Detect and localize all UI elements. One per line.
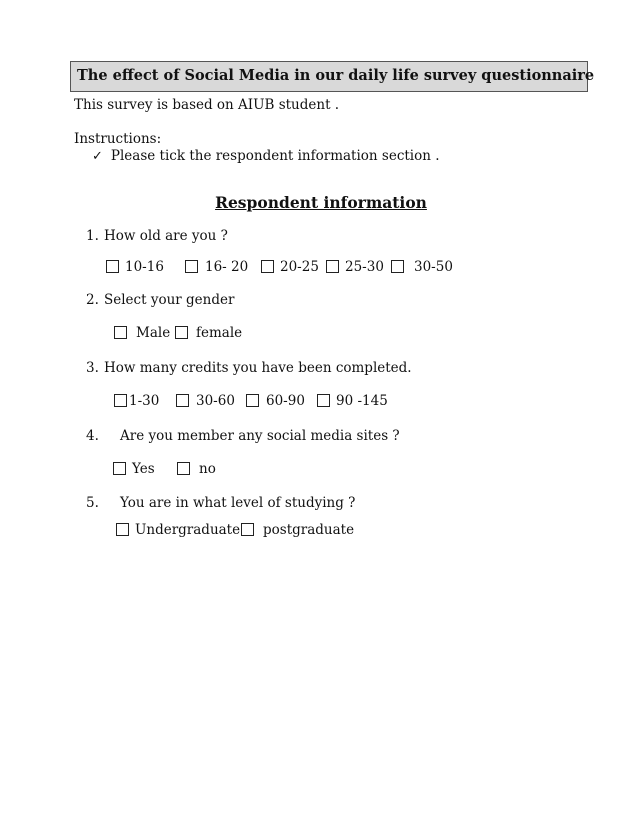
question-5-number: 5. <box>86 495 99 511</box>
credits-1-30-checkbox[interactable] <box>114 394 127 407</box>
gender-male-checkbox[interactable] <box>114 326 127 339</box>
age-10-16-label: 10-16 <box>125 259 164 275</box>
gender-male-label: Male <box>136 325 171 341</box>
age-20-25-checkbox[interactable] <box>261 260 274 273</box>
question-3-number: 3. <box>86 360 99 376</box>
instruction-item <box>92 148 440 164</box>
question-1-text: How old are you ? <box>104 228 228 244</box>
question-1-number: 1. <box>86 228 99 244</box>
survey-title: The effect of Social Media in our daily life survey questionnaire <box>77 67 595 84</box>
credits-30-60-label: 30-60 <box>196 393 235 409</box>
survey-intro: This survey is based on AIUB student . <box>74 97 340 113</box>
question-2-text: Select your gender <box>104 292 235 308</box>
level-undergraduate-label: Undergraduate <box>135 522 241 538</box>
age-30-50-checkbox[interactable] <box>391 260 404 273</box>
level-undergraduate-checkbox[interactable] <box>116 523 129 536</box>
question-4-text: Are you member any social media sites ? <box>120 428 400 444</box>
question-3-text: How many credits you have been completed. <box>104 360 412 376</box>
social-yes-label: Yes <box>132 461 155 477</box>
question-4-number: 4. <box>86 428 99 444</box>
social-no-label: no <box>199 461 216 477</box>
instructions-label: Instructions: <box>74 131 162 147</box>
age-30-50-label: 30-50 <box>414 259 453 275</box>
checkmark-icon: ✓ <box>92 149 103 164</box>
age-25-30-label: 25-30 <box>345 259 384 275</box>
age-20-25-label: 20-25 <box>280 259 319 275</box>
credits-60-90-checkbox[interactable] <box>246 394 259 407</box>
social-no-checkbox[interactable] <box>177 462 190 475</box>
gender-female-label: female <box>196 325 243 341</box>
credits-30-60-checkbox[interactable] <box>176 394 189 407</box>
level-postgraduate-label: postgraduate <box>263 522 355 538</box>
age-16-20-label: 16- 20 <box>205 259 249 275</box>
age-10-16-checkbox[interactable] <box>106 260 119 273</box>
question-2-number: 2. <box>86 292 99 308</box>
gender-female-checkbox[interactable] <box>175 326 188 339</box>
survey-title-bar <box>70 61 595 92</box>
social-yes-checkbox[interactable] <box>113 462 126 475</box>
section-heading: Respondent information <box>215 193 427 212</box>
age-16-20-checkbox[interactable] <box>185 260 198 273</box>
age-25-30-checkbox[interactable] <box>326 260 339 273</box>
instruction-text: Please tick the respondent information section . <box>110 148 440 164</box>
level-postgraduate-checkbox[interactable] <box>241 523 254 536</box>
question-5-text: You are in what level of studying ? <box>120 495 356 511</box>
credits-90-145-checkbox[interactable] <box>317 394 330 407</box>
credits-60-90-label: 60-90 <box>266 393 305 409</box>
credits-90-145-label: 90 -145 <box>336 393 388 409</box>
credits-1-30-label: 1-30 <box>129 393 160 409</box>
